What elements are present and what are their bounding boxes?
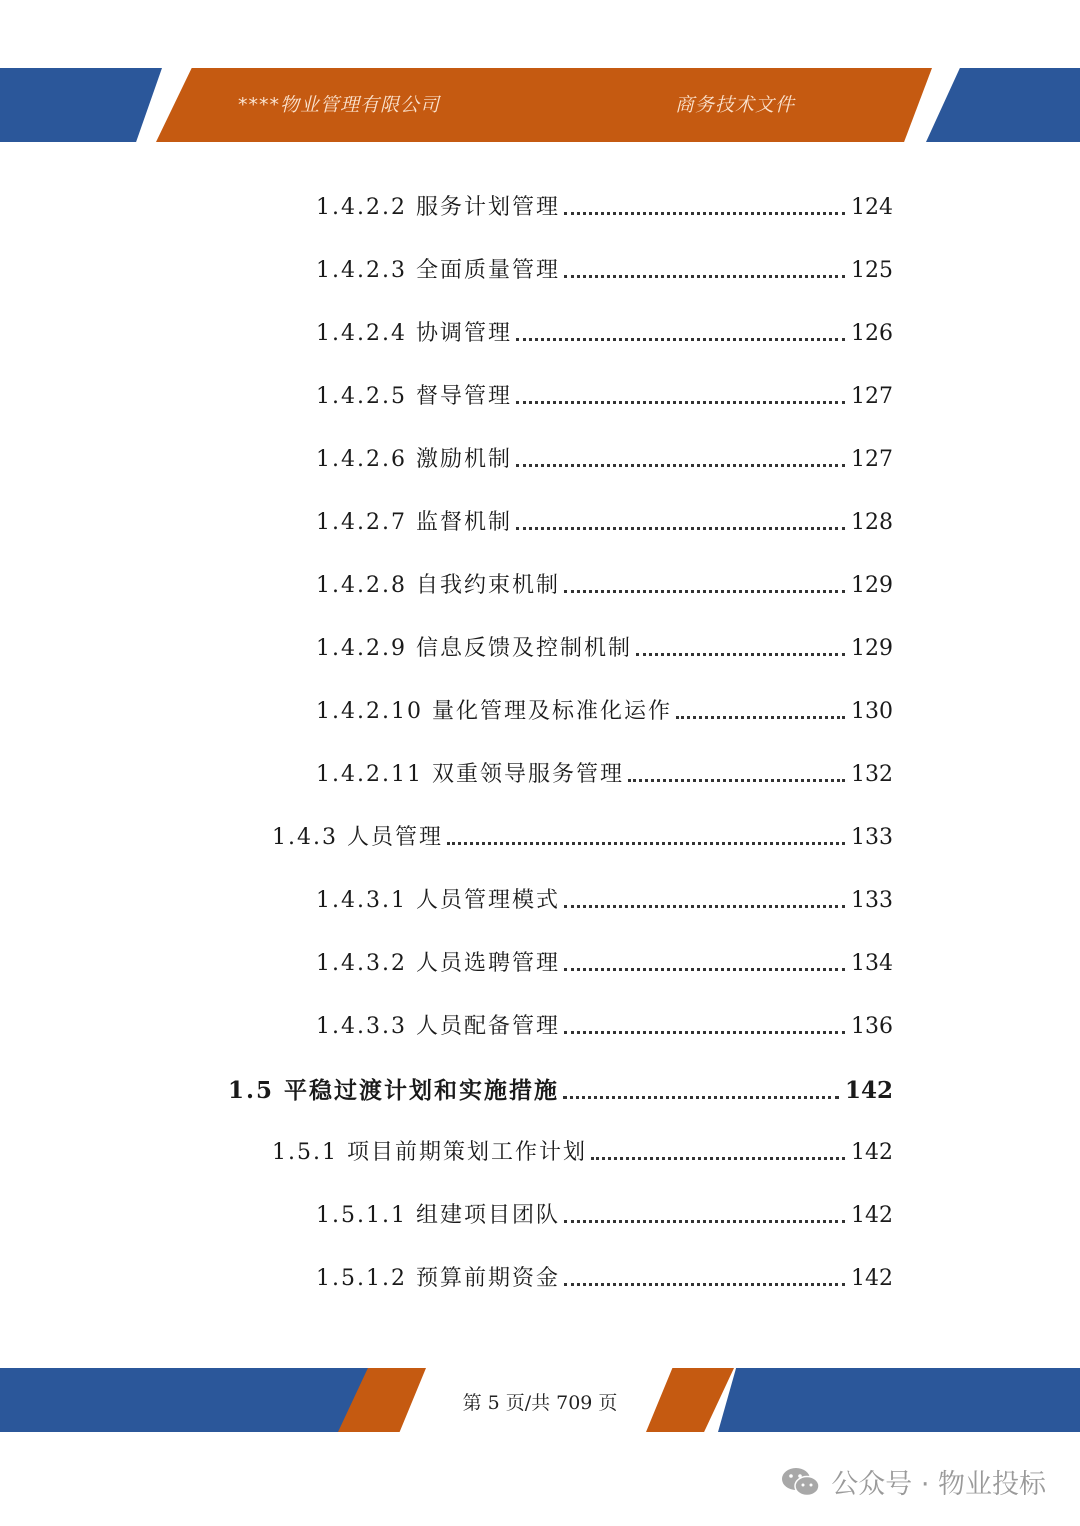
watermark-text: 公众号 · 物业投标: [831, 1469, 1046, 1500]
toc-entry[interactable]: [316, 505, 893, 536]
toc-entry[interactable]: [316, 316, 893, 347]
toc-entry[interactable]: [272, 820, 893, 851]
page-number-mid: 页/共: [505, 1392, 551, 1414]
toc-entry-page: 127: [851, 384, 893, 409]
toc-entry-page: 128: [851, 510, 893, 535]
toc-entry[interactable]: [316, 1009, 893, 1040]
toc-entry-title: 1.4.2.2 服务计划管理: [316, 195, 560, 220]
toc-entry-title: 1.4.2.9 信息反馈及控制机制: [316, 636, 632, 661]
toc-dot-leader: [563, 1096, 839, 1099]
toc-entry[interactable]: [316, 253, 893, 284]
toc-entry-title: 1.5.1 项目前期策划工作计划: [272, 1140, 587, 1165]
toc-entry-page: 142: [844, 1077, 893, 1104]
toc-dot-leader: [636, 653, 845, 656]
toc-dot-leader: [516, 527, 845, 530]
toc-dot-leader: [676, 716, 845, 719]
toc-entry-page: 142: [851, 1140, 893, 1165]
toc-entry-page: 129: [851, 636, 893, 661]
toc-dot-leader: [564, 1283, 845, 1286]
toc-entry[interactable]: [228, 1072, 893, 1105]
toc-dot-leader: [628, 779, 845, 782]
toc-entry[interactable]: [316, 190, 893, 221]
toc-entry-title: 1.4.2.4 协调管理: [316, 321, 512, 346]
header-band-left: [0, 68, 162, 142]
toc-entry-page: 136: [851, 1014, 893, 1039]
page-number-total: 709: [556, 1392, 593, 1414]
page-number-suffix: 页: [598, 1392, 618, 1414]
toc-entry-title: 1.4.3.2 人员选聘管理: [316, 951, 560, 976]
toc-entry[interactable]: [316, 694, 893, 725]
toc-entry-page: 130: [851, 699, 893, 724]
watermark: [781, 1462, 1046, 1501]
toc-entry-title: 1.4.3 人员管理: [272, 825, 443, 850]
header-band-right: [926, 68, 1080, 142]
toc-entry[interactable]: [316, 442, 893, 473]
toc-entry-title: 1.4.2.3 全面质量管理: [316, 258, 560, 283]
toc-entry-title: 1.5 平稳过渡计划和实施措施: [228, 1077, 560, 1104]
toc-entry-page: 124: [851, 195, 893, 220]
toc-entry-page: 134: [851, 951, 893, 976]
toc-entry-title: 1.4.2.10 量化管理及标准化运作: [316, 699, 672, 724]
toc-entry-title: 1.5.1.2 预算前期资金: [316, 1266, 560, 1291]
toc-entry-title: 1.4.2.5 督导管理: [316, 384, 512, 409]
toc-entry-page: 129: [851, 573, 893, 598]
toc-entry-title: 1.4.2.11 双重领导服务管理: [316, 762, 624, 787]
toc-entry-title: 1.4.2.7 监督机制: [316, 510, 512, 535]
toc-entry-title: 1.4.2.6 激励机制: [316, 447, 512, 472]
toc-entry[interactable]: [316, 883, 893, 914]
page-number-prefix: 第: [462, 1392, 482, 1414]
toc-entry-title: 1.4.3.1 人员管理模式: [316, 888, 560, 913]
toc-entry[interactable]: [316, 946, 893, 977]
toc-entry-page: 127: [851, 447, 893, 472]
header-company-name: ****物业管理有限公司: [238, 94, 441, 116]
toc-entry-title: 1.4.3.3 人员配备管理: [316, 1014, 560, 1039]
toc-dot-leader: [516, 338, 845, 341]
toc-entry[interactable]: [316, 1261, 893, 1292]
page-number: [0, 1388, 1080, 1415]
wechat-icon: [781, 1466, 821, 1498]
header-document-type: 商务技术文件: [675, 94, 796, 116]
toc-entry-page: 142: [851, 1203, 893, 1228]
toc-entry-page: 126: [851, 321, 893, 346]
toc-dot-leader: [564, 1031, 845, 1034]
toc-dot-leader: [591, 1157, 845, 1160]
toc-dot-leader: [564, 590, 845, 593]
toc-entry-title: 1.4.2.8 自我约束机制: [316, 573, 560, 598]
toc-entry[interactable]: [272, 1135, 893, 1166]
toc-dot-leader: [564, 212, 845, 215]
toc-dot-leader: [516, 464, 845, 467]
toc-entry-page: 133: [851, 888, 893, 913]
toc-dot-leader: [564, 968, 845, 971]
toc-entry[interactable]: [316, 757, 893, 788]
toc-dot-leader: [564, 1220, 845, 1223]
toc-entry[interactable]: [316, 1198, 893, 1229]
toc-entry[interactable]: [316, 568, 893, 599]
toc-dot-leader: [564, 905, 845, 908]
toc-entry[interactable]: [316, 379, 893, 410]
toc-entry-page: 142: [851, 1266, 893, 1291]
toc-entry-title: 1.5.1.1 组建项目团队: [316, 1203, 560, 1228]
page-number-current: 5: [487, 1392, 500, 1414]
toc-entry[interactable]: [316, 631, 893, 662]
toc-dot-leader: [447, 842, 845, 845]
toc-entry-page: 125: [851, 258, 893, 283]
toc-entry-page: 132: [851, 762, 893, 787]
toc-entry-page: 133: [851, 825, 893, 850]
toc-dot-leader: [516, 401, 845, 404]
toc-dot-leader: [564, 275, 845, 278]
